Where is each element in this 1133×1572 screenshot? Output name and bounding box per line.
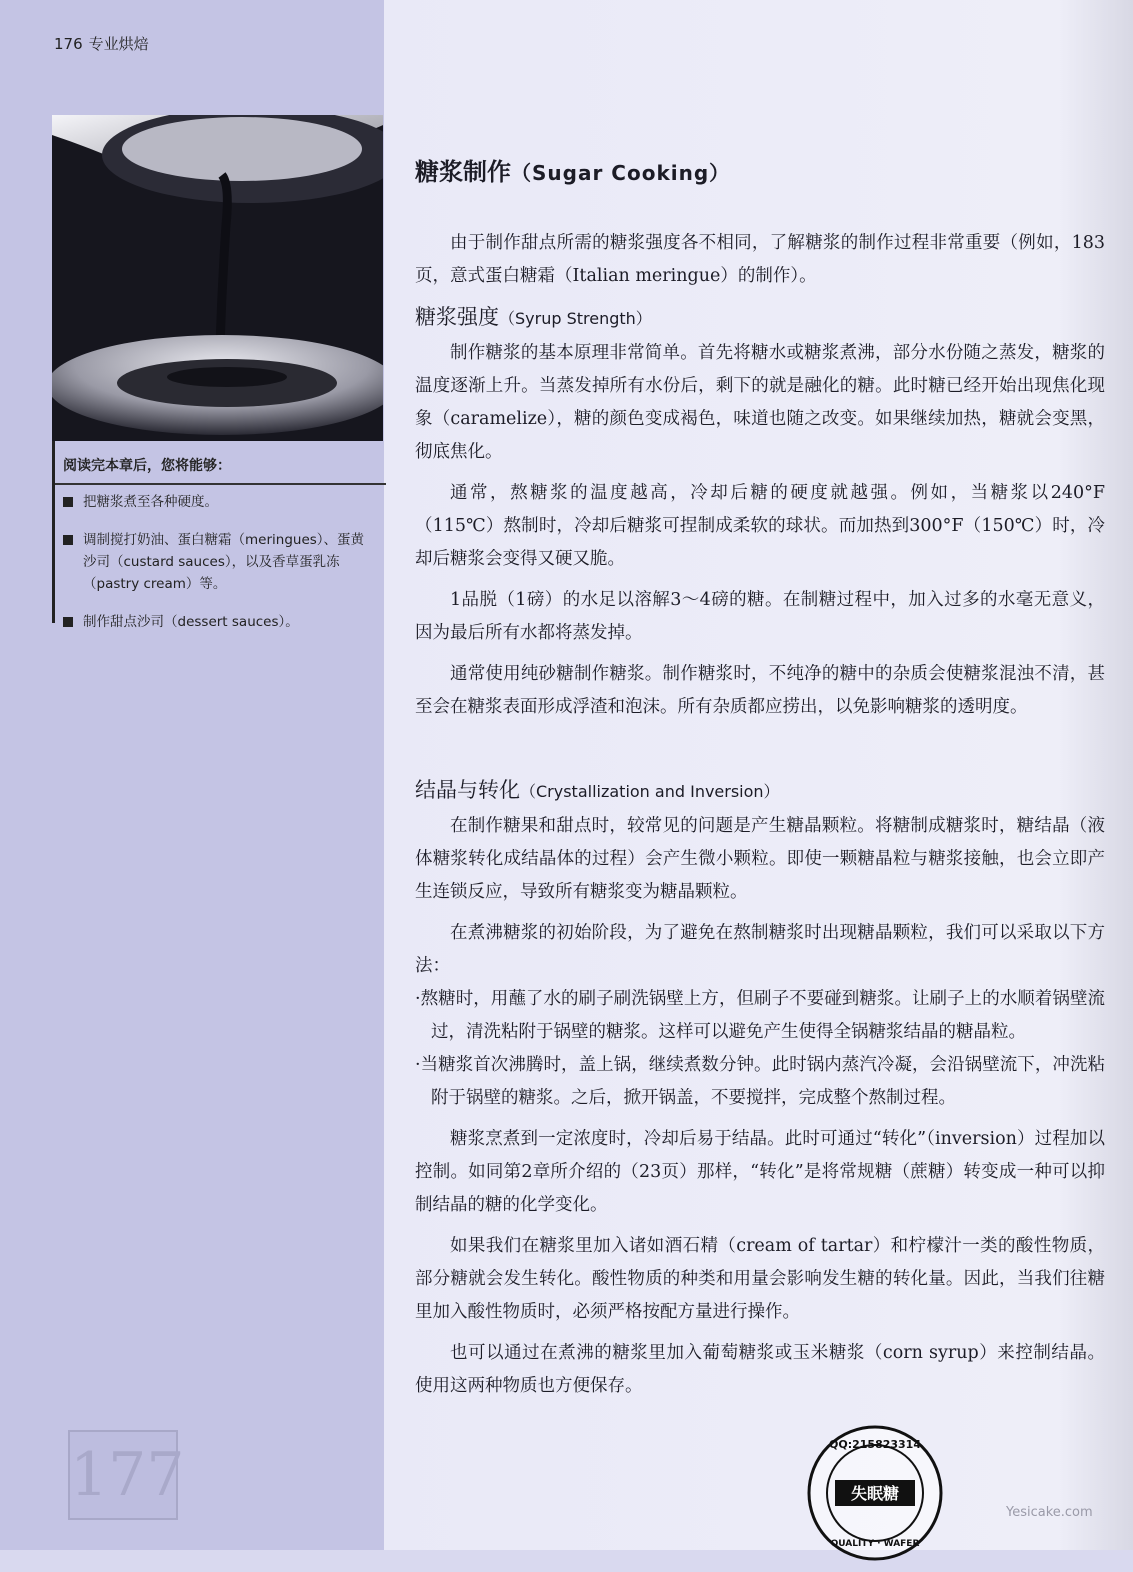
chapter-objectives [52, 441, 386, 630]
body-paragraph: 如果我们在糖浆里加入诸如酒石精（cream of tartar）和柠檬汁一类的酸性物质，部分糖就会发生转化。酸性物质的种类和用量会影响发生糖的转化量。因此，当我们往糖里加入酸性物质时，必须严格按配方量进行操作。 [415, 1236, 1105, 1322]
page-watermark-number: 177 [68, 1430, 178, 1520]
intro-paragraph: 由于制作甜点所需的糖浆强度各不相同，了解糖浆的制作过程非常重要（例如，183页，意式蛋白糖霜（Italian meringue）的制作）。 [415, 233, 1105, 286]
subsection-heading-syrup-strength: 糖浆强度（Syrup Strength） [415, 305, 652, 329]
body-paragraph: 在制作糖果和甜点时，较常见的问题是产生糖晶颗粒。将糖制成糖浆时，糖结晶（液体糖浆转化成结晶体的过程）会产生微小颗粒。即使一颗糖晶粒与糖浆接触，也会立即产生连锁反应，导致所有糖浆变为糖晶颗粒。 [415, 816, 1105, 902]
stamp-center-text: 失眠糖 [850, 1484, 900, 1503]
square-bullet-icon [63, 497, 73, 507]
objective-item: 把糖浆煮至各种硬度。 [55, 485, 386, 523]
watermark-stamp [800, 1418, 950, 1568]
square-bullet-icon [63, 617, 73, 627]
body-paragraph: 在煮沸糖浆的初始阶段，为了避免在熬制糖浆时出现糖晶颗粒，我们可以采取以下方法： [415, 923, 1105, 976]
site-watermark: Yesicake.com [1006, 1505, 1093, 1520]
bullet-item: ·熬糖时，用蘸了水的刷子刷洗锅壁上方，但刷子不要碰到糖浆。让刷子上的水顺着锅壁流过，清洗粘附于锅壁的糖浆。这样可以避免产生使得全锅糖浆结晶的糖晶粒。 [415, 989, 1105, 1042]
page-header [54, 33, 149, 54]
objectives-heading: 阅读完本章后，您将能够： [63, 458, 231, 474]
objective-item: 调制搅打奶油、蛋白糖霜（meringues）、蛋黄沙司（custard sauces），以及香草蛋乳冻（pastry cream）等。 [55, 523, 386, 605]
objective-item: 制作甜点沙司（dessert sauces）。 [55, 605, 386, 643]
body-paragraph: 1品脱（1磅）的水足以溶解3～4磅的糖。在制糖过程中，加入过多的水毫无意义，因为最后所有水都将蒸发掉。 [415, 590, 1105, 643]
body-paragraph: 也可以通过在煮沸的糖浆里加入葡萄糖浆或玉米糖浆（corn syrup）来控制结晶。使用这两种物质也方便保存。 [415, 1343, 1105, 1396]
body-paragraph: 糖浆烹煮到一定浓度时，冷却后易于结晶。此时可通过“转化”（inversion）过程加以控制。如同第2章所介绍的（23页）那样，“转化”是将常规糖（蔗糖）转变成一种可以抑制结晶的糖的化学变化。 [415, 1129, 1105, 1215]
stamp-bottom-text: QUALITY · WAFER [830, 1539, 920, 1549]
body-paragraph: 通常，熬糖浆的温度越高，冷却后糖的硬度就越强。例如，当糖浆以240°F（115℃）熬制时，冷却后糖浆可捏制成柔软的球状。而加热到300°F（150℃）时，冷却后糖浆会变得又硬又脆。 [415, 483, 1105, 569]
main-content [415, 152, 1105, 1403]
subsection-heading-crystallization: 结晶与转化（Crystallization and Inversion） [415, 778, 780, 802]
section-title: 糖浆制作（Sugar Cooking） [415, 157, 731, 186]
body-paragraph: 通常使用纯砂糖制作糖浆。制作糖浆时，不纯净的糖中的杂质会使糖浆混浊不清，甚至会在糖浆表面形成浮渣和泡沫。所有杂质都应捞出，以免影响糖浆的透明度。 [415, 664, 1105, 717]
body-paragraph: 制作糖浆的基本原理非常简单。首先将糖水或糖浆煮沸，部分水份随之蒸发，糖浆的温度逐渐上升。当蒸发掉所有水份后，剩下的就是融化的糖。此时糖已经开始出现焦化现象（caramelize），糖的颜色变成褐色，味道也随之改变。如果继续加热，糖就会变黑，彻底焦化。 [415, 343, 1105, 462]
book-title: 专业烘焙 [88, 35, 149, 53]
page-number: 176 [54, 35, 83, 53]
stamp-top-text: QQ:215823314 [829, 1438, 921, 1451]
square-bullet-icon [63, 535, 73, 545]
bullet-item: ·当糖浆首次沸腾时，盖上锅，继续煮数分钟。此时锅内蒸汽冷凝，会沿锅壁流下，冲洗粘附于锅壁的糖浆。之后，掀开锅盖，不要搅拌，完成整个熬制过程。 [415, 1055, 1105, 1108]
syrup-drip-photo [52, 115, 383, 441]
